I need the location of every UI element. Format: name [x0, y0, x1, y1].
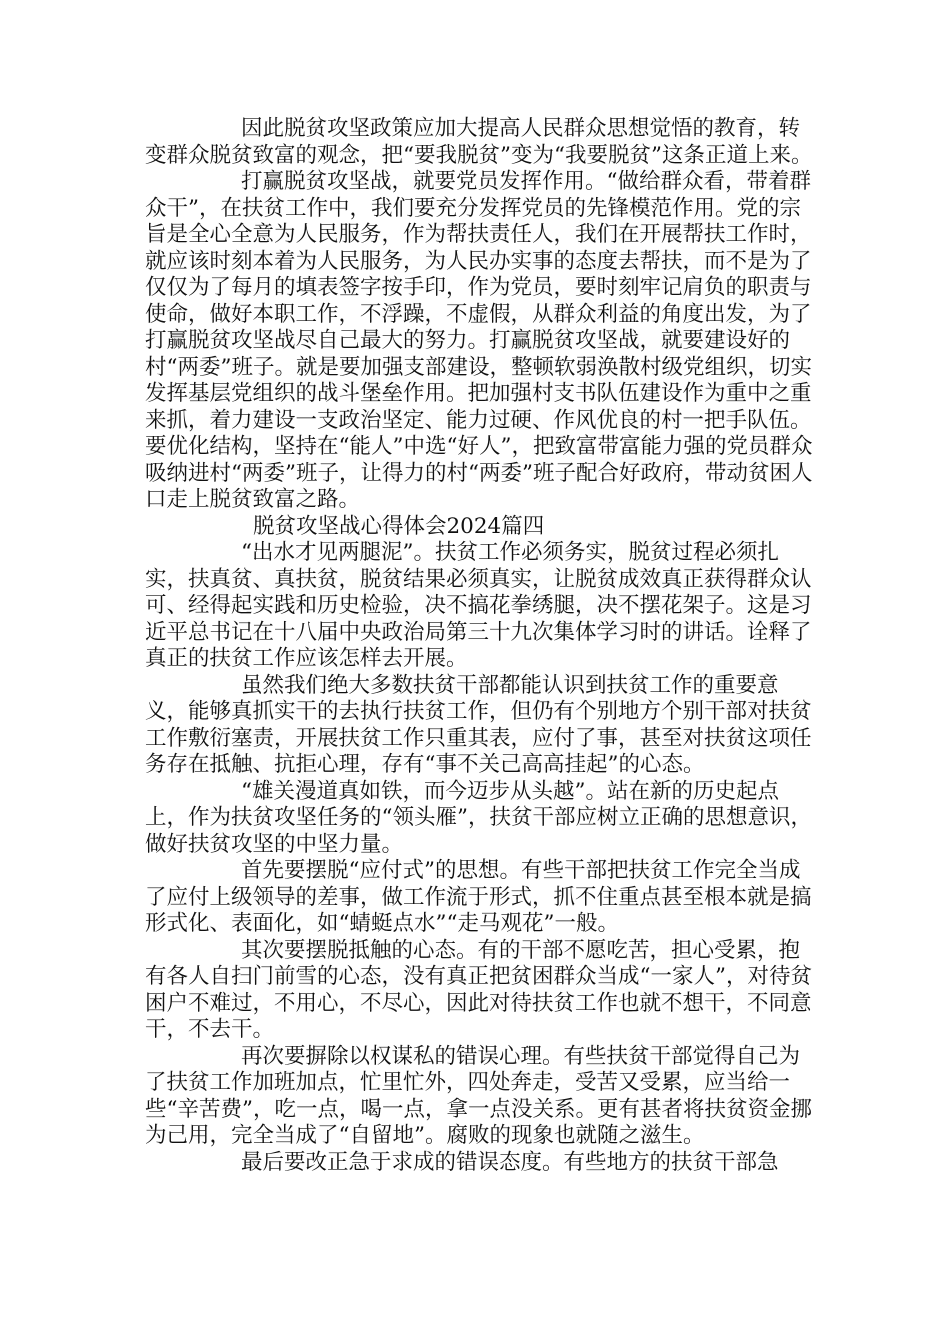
paragraph: 其次要摆脱抵触的心态。有的干部不愿吃苦，担心受累，抱有各人自扫门前雪的心态，没有真正把贫困群众当成“一家人”，对待贫困户不难过，不用心，不尽心，因此对待扶贫工作也就不想干，不同意干，不去干。	[145, 937, 812, 1042]
document-page	[145, 116, 815, 1176]
paragraph: 再次要摒除以权谋私的错误心理。有些扶贫干部觉得自己为了扶贫工作加班加点，忙里忙外，四处奔走，受苦又受累，应当给一些“辛苦费”，吃一点，喝一点，拿一点没关系。更有甚者将扶贫资金挪为己用，完全当成了“自留地”。腐败的现象也就随之滋生。	[145, 1043, 812, 1148]
section-heading: 脱贫攻坚战心得体会2024篇四	[253, 513, 545, 539]
paragraph: “雄关漫道真如铁，而今迈步从头越”。站在新的历史起点上，作为扶贫攻坚任务的“领头雁”，扶贫干部应树立正确的思想意识，做好扶贫攻坚的中坚力量。	[145, 778, 812, 857]
paragraph: “出水才见两腿泥”。扶贫工作必须务实，脱贫过程必须扎实，扶真贫、真扶贫，脱贫结果必须真实，让脱贫成效真正获得群众认可、经得起实践和历史检验，决不搞花拳绣腿，决不摆花架子。这是习近平总书记在十八届中央政治局第三十九次集体学习时的讲话。诠释了真正的扶贫工作应该怎样去开展。	[145, 540, 812, 671]
paragraph: 首先要摆脱“应付式”的思想。有些干部把扶贫工作完全当成了应付上级领导的差事，做工作流于形式，抓不住重点甚至根本就是搞形式化、表面化，如“蜻蜓点水”“走马观花”一般。	[145, 858, 812, 936]
paragraph: 因此脱贫攻坚政策应加大提高人民群众思想觉悟的教育，转变群众脱贫致富的观念，把“要我脱贫”变为“我要脱贫”这条正道上来。	[145, 116, 813, 168]
paragraph: 虽然我们绝大多数扶贫干部都能认识到扶贫工作的重要意义，能够真抓实干的去执行扶贫工作，但仍有个别地方个别干部对扶贫工作敷衍塞责，开展扶贫工作只重其表，应付了事，甚至对扶贫这项任务存在抵触、抗拒心理，存有“事不关己高高挂起”的心态。	[145, 672, 812, 777]
paragraph: 最后要改正急于求成的错误态度。有些地方的扶贫干部急	[241, 1149, 779, 1175]
paragraph: 打赢脱贫攻坚战，就要党员发挥作用。“做给群众看，带着群众干”，在扶贫工作中，我们要充分发挥党员的先锋模范作用。党的宗旨是全心全意为人民服务，作为帮扶责任人，我们在开展帮扶工作时，就应该时刻本着为人民服务，为人民办实事的态度去帮扶，而不是为了仅仅为了每月的填表签字按手印，作为党员，要时刻牢记肩负的职责与使命，做好本职工作，不浮躁，不虚假，从群众利益的角度出发，为了打赢脱贫攻坚战尽自己最大的努力。打赢脱贫攻坚战，就要建设好的村“两委”班子。就是要加强支部建设，整顿软弱涣散村级党组织，切实发挥基层党组织的战斗堡垒作用。把加强村支书队伍建设作为重中之重来抓，着力建设一支政治坚定、能力过硬、作风优良的村一把手队伍。要优化结构，坚持在“能人”中选“好人”，把致富带富能力强的党员群众吸纳进村“两委”班子，让得力的村“两委”班子配合好政府，带动贫困人口走上脱贫致富之路。	[145, 169, 813, 512]
